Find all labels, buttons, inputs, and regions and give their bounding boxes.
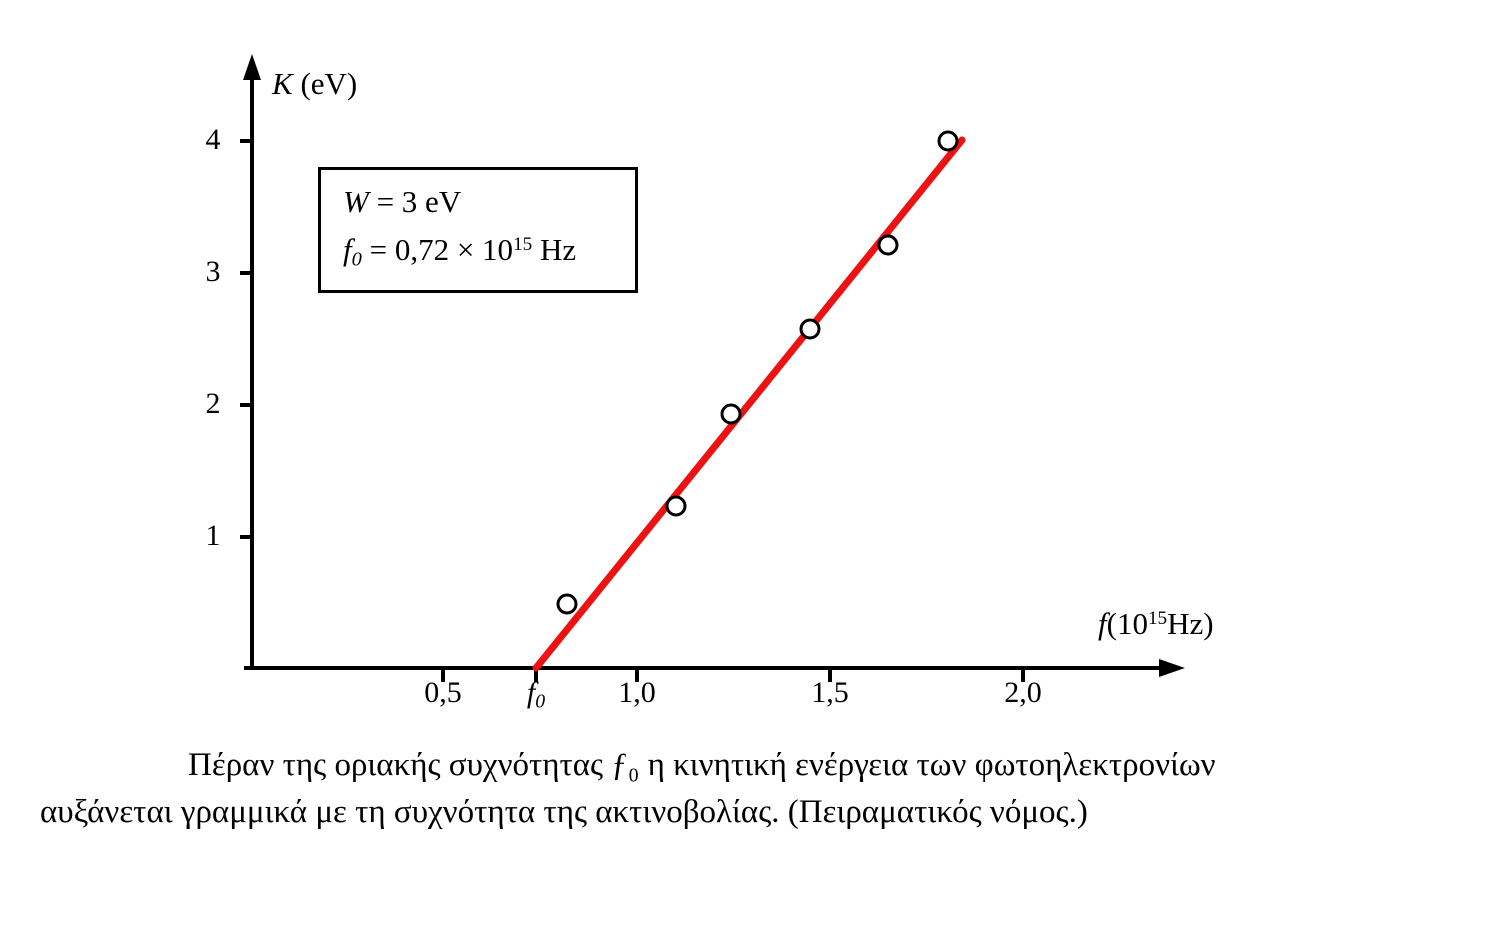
work-function-annotation: [343, 184, 461, 220]
work-function-symbol: W: [343, 184, 369, 219]
caption-line-2: αυξάνεται γραμμικά με τη συχνότητα της ακτινοβολίας. (Πειραματικός νόμος.): [40, 793, 1088, 830]
y-tick-label-3: 3: [205, 255, 221, 288]
threshold-symbol: f: [526, 676, 536, 709]
threshold-frequency-exponent: 15: [513, 234, 533, 256]
threshold-subscript: 0: [535, 690, 546, 713]
y-axis: [240, 54, 261, 668]
y-tick-label-4: 4: [205, 123, 221, 156]
x-tick-label-f0: [506, 676, 566, 714]
threshold-frequency-subscript: 0: [351, 248, 362, 271]
x-tick-label-1-0: 1,0: [618, 676, 656, 709]
x-axis-unit-open: (10: [1106, 606, 1148, 641]
y-axis-title: [272, 66, 357, 102]
threshold-frequency-unit: Hz: [540, 232, 577, 267]
threshold-frequency-annotation: [343, 232, 576, 272]
annotation-box: [318, 167, 638, 293]
x-axis-title: [1098, 606, 1214, 642]
y-tick-label-1: 1: [205, 519, 221, 552]
threshold-frequency-value: = 0,72 × 10: [369, 232, 514, 267]
y-axis-unit: (eV): [300, 66, 358, 101]
data-point: [722, 405, 740, 423]
y-tick-label-2: 2: [205, 387, 221, 420]
x-axis-unit-close: Hz): [1167, 606, 1214, 641]
x-axis-symbol: f: [1098, 606, 1107, 641]
figure-caption: [0, 742, 1500, 836]
y-axis-symbol: K: [272, 66, 293, 101]
work-function-value: = 3 eV: [376, 184, 462, 219]
threshold-frequency-symbol: f: [343, 232, 352, 267]
data-point: [879, 236, 897, 254]
x-tick-label-2-0: 2,0: [1004, 676, 1042, 709]
data-point: [558, 595, 576, 613]
x-tick-label-0-5: 0,5: [424, 676, 462, 709]
x-axis-unit-exponent: 15: [1147, 608, 1168, 630]
x-tick-label-1-5: 1,5: [811, 676, 849, 709]
caption-line-1: Πέραν της οριακής συχνότητας ƒ₀ η κινητική ενέργεια των φωτοηλεκτρονίων: [188, 747, 1216, 783]
data-point: [667, 497, 685, 515]
data-point: [939, 132, 957, 150]
data-point: [801, 320, 819, 338]
